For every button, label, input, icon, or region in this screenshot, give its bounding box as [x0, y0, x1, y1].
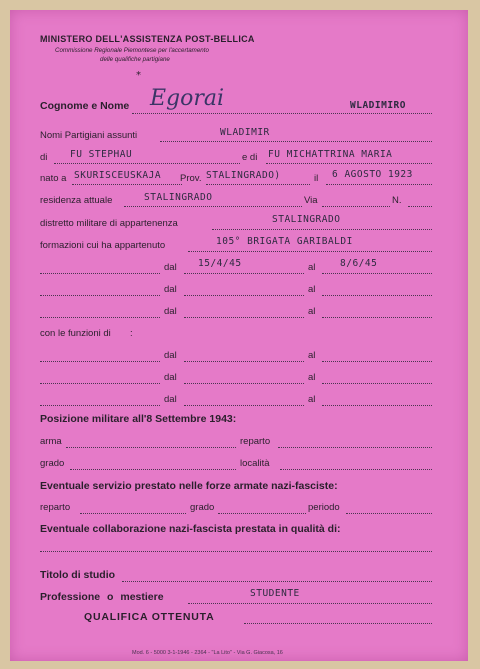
dal-label-1: dal	[164, 262, 177, 273]
profession-label: Professione o mestiere	[40, 591, 164, 603]
number-label: N.	[392, 195, 402, 206]
birthplace-label: nato a	[40, 173, 67, 184]
first-name-value: WLADIMIRO	[350, 100, 406, 111]
father-value: FU STEPHAU	[70, 149, 133, 160]
printer-imprint: Mod. 6 - 5000 3-1-1946 - 2364 - "La Lito" - Via G. Giacosa, 16	[132, 650, 283, 656]
dal-label-5: dal	[164, 372, 177, 383]
birthplace-value: SKURISCEUSKAJA	[74, 170, 162, 181]
al-label-6: al	[308, 394, 316, 405]
al-label-3: al	[308, 306, 316, 317]
service-grado-label: grado	[190, 502, 215, 513]
birthdate-value: 6 AGOSTO 1923	[332, 169, 413, 180]
arma-label: arma	[40, 436, 62, 447]
functions-colon: :	[130, 328, 133, 339]
dal-label-3: dal	[164, 306, 177, 317]
service-reparto-label: reparto	[40, 502, 71, 513]
commission-subtitle-line1: Commissione Regionale Piemontese per l'accertamento	[55, 47, 209, 54]
al-value-1: 8/6/45	[340, 258, 378, 269]
surname-handwritten: Egorai	[150, 86, 225, 111]
qualification-label: QUALIFICA OTTENUTA	[84, 611, 215, 623]
al-label-1: al	[308, 262, 316, 273]
education-label: Titolo di studio	[40, 569, 116, 581]
district-value: STALINGRADO	[272, 214, 341, 225]
dal-label-6: dal	[164, 394, 177, 405]
dal-label-4: dal	[164, 350, 177, 361]
residence-label: residenza attuale	[40, 195, 113, 206]
al-label-5: al	[308, 372, 316, 383]
localita-label: località	[240, 458, 270, 469]
dal-value-1: 15/4/45	[198, 258, 242, 269]
nazi-service-label: Eventuale servizio prestato nelle forze armate nazi-fasciste:	[40, 480, 338, 492]
al-label-4: al	[308, 350, 316, 361]
formation-value: 105° BRIGATA GARIBALDI	[216, 236, 353, 247]
street-label: Via	[304, 195, 318, 206]
district-label: distretto militare di appartenenza	[40, 218, 178, 229]
dal-label-2: dal	[164, 284, 177, 295]
collaboration-label: Eventuale collaborazione nazi-fascista prestata in qualità di:	[40, 523, 341, 535]
formations-label: formazioni cui ha appartenuto	[40, 240, 166, 251]
residence-value: STALINGRADO	[144, 192, 213, 203]
ministry-title: MINISTERO DELL'ASSISTENZA POST-BELLICA	[40, 34, 255, 44]
birthdate-label: il	[314, 173, 319, 184]
father-label: di	[40, 152, 48, 163]
mother-label: e di	[242, 152, 258, 163]
reparto-label: reparto	[240, 436, 271, 447]
grado-label: grado	[40, 458, 65, 469]
cognome-nome-label: Cognome e Nome	[40, 100, 130, 112]
partisan-names-label: Nomi Partigiani assunti	[40, 130, 138, 141]
province-value: STALINGRADO)	[206, 170, 281, 181]
partisan-name-value: WLADIMIR	[220, 127, 270, 138]
partisan-record-card	[10, 10, 468, 661]
profession-value: STUDENTE	[250, 588, 300, 599]
star-mark: *	[136, 70, 141, 81]
military-position-label: Posizione militare all'8 Settembre 1943:	[40, 413, 237, 425]
commission-subtitle-line2: delle qualifiche partigiane	[100, 56, 170, 63]
functions-label: con le funzioni di	[40, 328, 111, 339]
province-label: Prov.	[180, 173, 202, 184]
service-periodo-label: periodo	[308, 502, 340, 513]
mother-value: FU MICHATTRINA MARIA	[268, 149, 393, 160]
al-label-2: al	[308, 284, 316, 295]
